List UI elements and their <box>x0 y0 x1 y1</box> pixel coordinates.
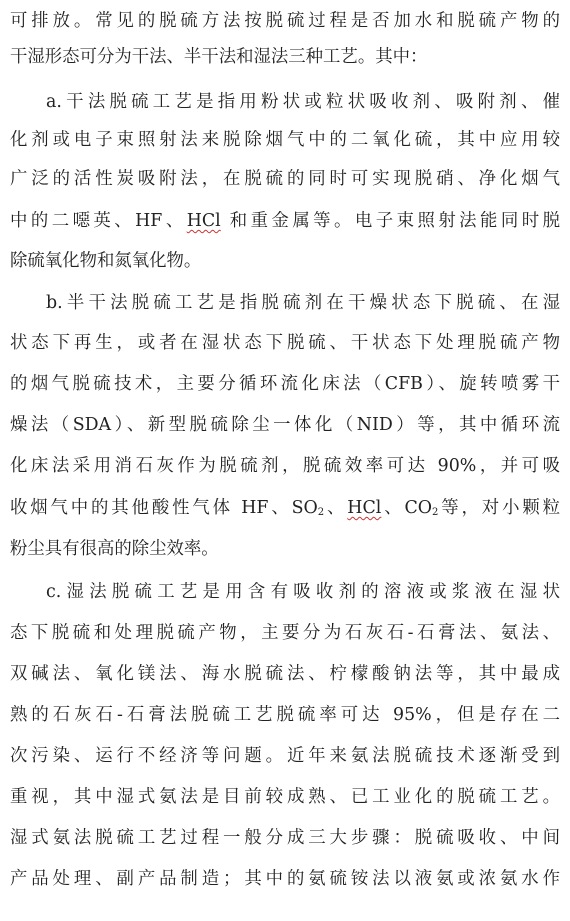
text-line: 态下脱硫和处理脱硫产物，主要分为石灰石-石膏法、氨法、 <box>10 623 560 643</box>
spellcheck-marked-term: HCl <box>186 211 221 231</box>
text-line: 除硫氧化物和氮氧化物。 <box>10 251 202 271</box>
text-line: 干湿形态可分为干法、半干法和湿法三种工艺。其中： <box>10 47 428 67</box>
text-line: 湿式氨法脱硫工艺过程一般分成三大步骤：脱硫吸收、中间 <box>10 828 560 848</box>
text-line: 化剂或电子束照射法来脱除烟气中的二氧化硫，其中应用较 <box>10 130 560 150</box>
text-run: 中的二噁英、HF、 <box>10 211 187 231</box>
text-line <box>10 206 560 236</box>
text-run: 收烟气中的其他酸性气体 HF、SO <box>10 498 318 518</box>
spellcheck-marked-term: HCl <box>347 498 382 518</box>
text-line: 重视，其中湿式氨法是目前较成熟、已工业化的脱硫工艺。 <box>10 787 560 807</box>
text-line: 广泛的活性炭吸附法，在脱硫的同时可实现脱硝、净化烟气 <box>10 169 560 189</box>
text-run: 等，对小颗粒 <box>438 498 560 518</box>
text-line: 次污染、运行不经济等问题。近年来氨法脱硫技术逐渐受到 <box>10 746 560 766</box>
text-line: 双碱法、氧化镁法、海水脱硫法、柠檬酸钠法等，其中最成 <box>10 664 560 684</box>
text-line: 产品处理、副产品制造；其中的氨硫铵法以液氨或浓氨水作 <box>10 869 560 889</box>
text-line: 燥法（SDA）、新型脱硫除尘一体化（NID）等，其中循环流 <box>10 415 560 435</box>
text-line: b.半干法脱硫工艺是指脱硫剂在干燥状态下脱硫、在湿 <box>46 293 560 313</box>
text-line <box>10 493 560 523</box>
text-run: 、CO <box>381 498 433 518</box>
text-run: 、 <box>324 498 348 518</box>
text-line: a.干法脱硫工艺是指用粉状或粒状吸收剂、吸附剂、催 <box>46 92 560 112</box>
subscript: 2 <box>432 507 439 518</box>
subscript: 2 <box>317 507 325 518</box>
text-line: 状态下再生，或者在湿状态下脱硫、干状态下处理脱硫产物 <box>10 333 560 353</box>
text-run: 和重金属等。电子束照射法能同时脱 <box>220 211 560 231</box>
text-line: 的烟气脱硫技术，主要分循环流化床法（CFB）、旋转喷雾干 <box>10 374 560 394</box>
text-line: 可排放。常见的脱硫方法按脱硫过程是否加水和脱硫产物的 <box>10 11 560 31</box>
text-line: 粉尘具有很高的除尘效率。 <box>10 539 219 559</box>
text-line: 熟的石灰石-石膏法脱硫工艺脱硫率可达 95%，但是存在二 <box>10 705 560 725</box>
text-line: 化床法采用消石灰作为脱硫剂，脱硫效率可达 90%，并可吸 <box>10 456 560 476</box>
text-line: c.湿法脱硫工艺是用含有吸收剂的溶液或浆液在湿状 <box>46 582 560 602</box>
